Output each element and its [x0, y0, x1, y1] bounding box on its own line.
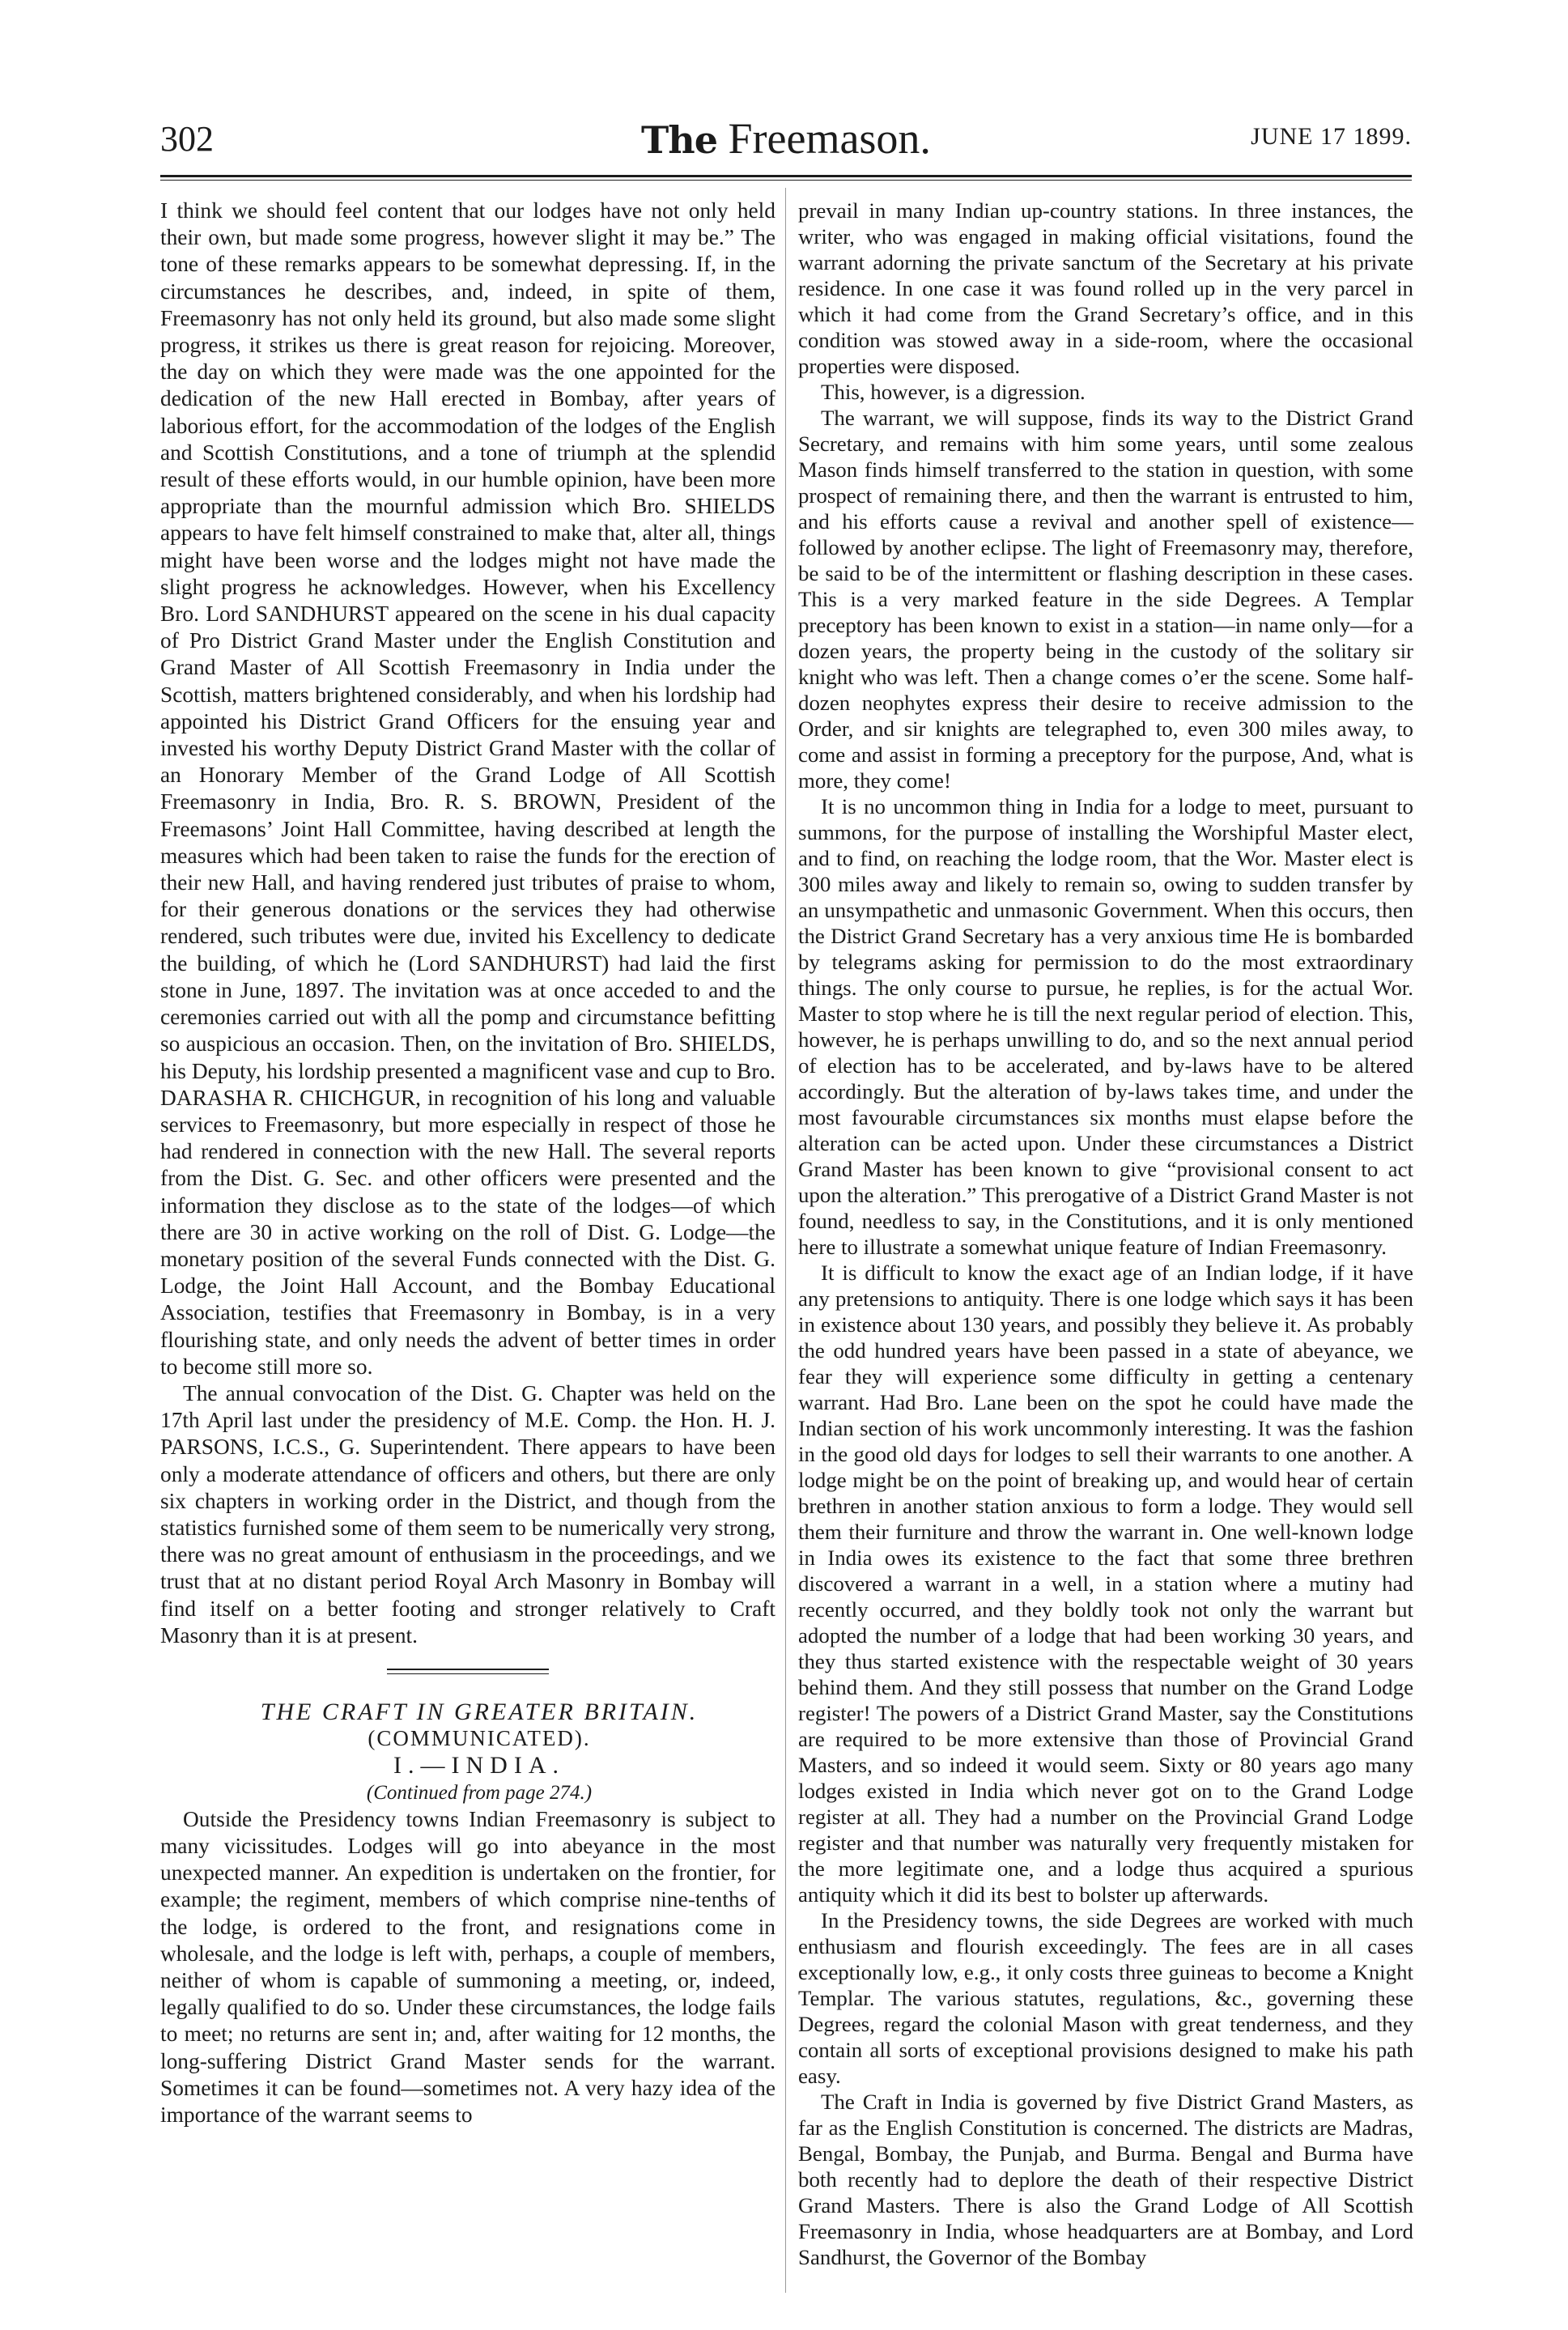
article-paragraph: The warrant, we will suppose, finds its way to the District Grand Secretary, and remains with him some years, until some zealous Mason finds himself transferred to the station in question, with some prospect of remaining there, and then the warrant is entrusted to him, and his efforts cause a revival and another spell of existence—followed by another eclipse. The light of Freemasonry may, therefore, be said to be of the intermittent or flashing description in these cases. This is a very marked feature in the side Degrees. A Templar preceptory has been known to exist in a station—in name only—for a dozen years, the property being in the custody of the solitary sir knight who was left. Then a change comes o’er the scene. Some half-dozen neophytes express their desire to receive admission to the Order, and sir knights are telegraphed to, even 300 miles away, to come and assist in forming a preceptory for the purpose, And, what is more, they come!: [798, 406, 1413, 793]
article-paragraph: This, however, is a digression.: [821, 380, 1086, 404]
header-rule-thin: [160, 180, 1412, 181]
section-title: THE CRAFT IN GREATER BRITAIN.: [260, 1698, 699, 1725]
continued-note: (Continued from page 274.): [366, 1781, 593, 1804]
article-paragraph: I think we should feel content that our lodges have not only held their own, but made some progress, however slight it may be.” The tone of these remarks appears to be somewhat depressing. If, in the circumstances he describes, and, indeed, in spite of them, Freemasonry has not only held its ground, but also made some slight progress, it strikes us there is great reason for rejoicing. Moreover, the day on which they were made was the one appointed for the dedication of the new Hall erected in Bombay, after years of laborious effort, for the accommodation of the lodges of the English and Scottish Constitutions, and a tone of triumph at the splendid result of these efforts would, in our humble opinion, have been more appropriate than the mournful admission which Bro. SHIELDS appears to have felt himself constrained to make that, alter all, things might have been worse and the lodges might not have made the slight progress he acknowledges. However, when his Excellency Bro. Lord SANDHURST appeared on the scene in his dual capacity of Pro District Grand Master under the English Constitution and Grand Master of All Scottish Freemasonry in India under the Scottish, matters brightened considerably, and when his lordship had appointed his District Grand Officers for the ensuing year and invested his worthy Deputy District Grand Master with the collar of an Honorary Member of the Grand Lodge of All Scottish Freemasonry in India, Bro. R. S. BROWN, President of the Freemasons’ Joint Hall Committee, having described at length the measures which had been taken to raise the funds for the erection of their new Hall, and having rendered just tributes of praise to whom, for their generous donations or the services they had otherwise rendered, such tributes were due, invited his Excellency to dedicate the building, of which he (Lord SANDHURST) had laid the first stone in June, 1897. The invitation was at once acceded to and the ceremonies carried out with all the pomp and circumstance befitting so auspicious an occasion. Then, on the invitation of Bro. SHIELDS, his Deputy, his lordship presented a magnificent vase and cup to Bro. DARASHA R. CHICHGUR, in recognition of his long and valuable services to Freemasonry, but more especially in respect of those he had rendered in connection with the new Hall. The several reports from the Dist. G. Sec. and other officers were presented and the information they disclose as to the state of the lodges—of which there are 30 in active working on the roll of Dist. G. Lodge—the monetary position of the several Funds connected with the Dist. G. Lodge, the Joint Hall Account, and the Bombay Educational Association, testifies that Freemasonry in Bombay, is in a very flourishing state, and only needs the advent of better times in order to become still more so.: [160, 198, 776, 1379]
issue-date: JUNE 17 1899.: [1251, 123, 1412, 150]
masthead-the: The: [641, 118, 717, 162]
section-subtitle: (COMMUNICATED).: [368, 1726, 591, 1751]
page-number: 302: [160, 119, 214, 159]
section-rule-thin: [387, 1673, 549, 1674]
article-paragraph: The Craft in India is governed by five District Grand Masters, as far as the English Constitution is concerned. The districts are Madras, Bengal, Bombay, the Punjab, and Burma. Bengal and Burma have both recently had to deplore the death of their respective District Grand Masters. There is also the Grand Lodge of All Scottish Freemasonry in India, whose headquarters are at Bombay, and Lord Sandhurst, the Governor of the Bombay: [798, 2090, 1413, 2269]
section-rule: [387, 1669, 549, 1670]
masthead-name: Freemason.: [728, 114, 931, 163]
left-column: [160, 198, 776, 2128]
article-paragraph: prevail in many Indian up-country stations. In three instances, the writer, who was engaged in making official visitations, found the warrant adorning the private sanctum of the Secretary at his private residence. In one case it was found rolled up in the very parcel in which it had come from the Grand Secretary’s office, and in this condition was stowed away in a side-room, where the occasional properties were disposed.: [798, 198, 1413, 378]
header-rule: [160, 175, 1412, 177]
article-paragraph: The annual convocation of the Dist. G. Chapter was held on the 17th April last under the presidency of M.E. Comp. the Hon. H. J. PARSONS, I.C.S., G. Superintendent. There appears to have been only a moderate attendance of officers and others, but there are only six chapters in working order in the District, and though from the statistics furnished some of them seem to be numerically very strong, there was no great amount of enthusiasm in the proceedings, and we trust that at no distant period Royal Arch Masonry in Bombay will find itself on a better footing and stronger relatively to Craft Masonry than it is at present.: [160, 1380, 776, 1648]
article-paragraph: Outside the Presidency towns Indian Freemasonry is subject to many vicissitudes. Lodges will go into abeyance in the most unexpected manner. An expedition is undertaken on the frontier, for example; the regiment, members of which comprise nine-tenths of the lodge, is ordered to the front, and resignations come in wholesale, and the lodge is left with, perhaps, a couple of members, neither of whom is capable of summoning a meeting, or, indeed, legally qualified to do so. Under these circumstances, the lodge fails to meet; no returns are sent in; and, after waiting for 12 months, the long-suffering District Grand Master sends for the warrant. Sometimes it can be found—sometimes not. A very hazy idea of the importance of the warrant seems to: [160, 1806, 776, 2128]
right-column: [798, 198, 1413, 2270]
article-paragraph: It is difficult to know the exact age of an Indian lodge, if it have any pretensions to antiquity. There is one lodge which says it has been in existence about 130 years, and possibly they believe it. As probably the odd hundred years have been passed in a state of abeyance, we fear they will experience some difficulty in getting a centenary warrant. Had Bro. Lane been on the spot he could have made the Indian section of his work uncommonly interesting. It was the fashion in the good old days for lodges to sell their warrants to one another. A lodge might be on the point of breaking up, and would hear of certain brethren in another station anxious to form a lodge. They would sell them their furniture and throw the warrant in. One well-known lodge in India owes its existence to the fact that some three brethren discovered a warrant in a well, in a station where a mutiny had recently occurred, and they boldly took not only the warrant but adopted the number of a lodge that had been working 30 years, and they thus started existence with the respectable weight of 30 years behind them. And they still possess that number on the Grand Lodge register! The powers of a District Grand Master, say the Constitutions are required to be more extensive than those of Provincial Grand Masters, and so indeed it would seem. Sixty or 80 years ago many lodges existed in India which never got on to the Grand Lodge register at all. They had a number on the Provincial Grand Lodge register and that number was naturally very frequently mistaken for the more legitimate one, and a lodge thus acquired a spurious antiquity which it did its best to bolster up afterwards.: [798, 1261, 1413, 1907]
article-paragraph: It is no uncommon thing in India for a lodge to meet, pursuant to summons, for the purpose of installing the Worshipful Master elect, and to find, on reaching the lodge room, that the Wor. Master elect is 300 miles away and likely to remain so, owing to sudden transfer by an unsympathetic and unmasonic Government. When this occurs, then the District Grand Secretary has a very anxious time He is bombarded by telegrams asking for permission to do the most extraordinary things. The only course to pursue, he replies, is for the actual Wor. Master to stop where he is till the next regular period of election. This, however, he is perhaps unwilling to do, and so the next annual period of election has to be accelerated, and by-laws have to be altered accordingly. But the alteration of by-laws takes time, and under the most favourable circumstances six months must elapse before the alteration can be acted upon. Under these circumstances a District Grand Master has been known to give “provisional consent to act upon the alteration.” This prerogative of a District Grand Master is not found, needless to say, in the Constitutions, and it is only mentioned here to illustrate a somewhat unique feature of Indian Freemasonry.: [798, 794, 1413, 1259]
page-header: [160, 114, 1412, 170]
column-divider: [785, 188, 786, 2293]
article-paragraph: In the Presidency towns, the side Degrees are worked with much enthusiasm and flourish exceedingly. The fees are in all cases exceptionally low, e.g., it only costs three guineas to become a Knight Templar. The various statutes, regulations, &c., governing these Degrees, regard the colonial Mason with great tenderness, and they contain all sorts of exceptional provisions designed to make his path easy.: [798, 1908, 1413, 2088]
article-number: I.—INDIA.: [393, 1752, 565, 1779]
masthead: [160, 113, 1412, 164]
